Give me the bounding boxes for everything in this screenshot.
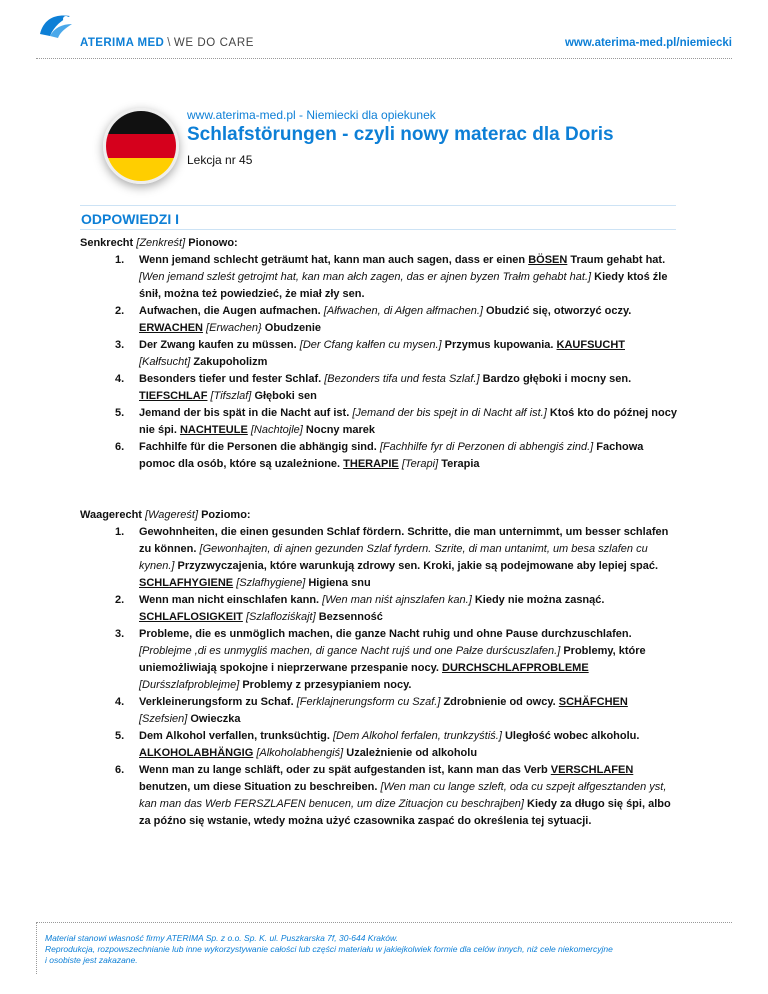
german-flag-icon (103, 108, 179, 184)
answer-word: BÖSEN (528, 254, 568, 266)
list-item: 3. Probleme, die es unmöglich machen, die ganze Nacht ruhig und ohne Pause durchzuschlafen. [Problejme ,di es unmygliś machen, di gance Nacht rujś und one Pałze durścuszlafen.] Problemy, które uniemożliwiają spokojne i nieprzerwane przespanie nocy. DURCHSCHLAFPROBLEME [Durśszlafproblejme] Problemy z przesypianiem nocy. (115, 628, 646, 691)
answer-word: ALKOHOLABHÄNGIG (139, 747, 254, 759)
section-rule-top (80, 205, 676, 206)
list-item: 4. Besonders tiefer und fester Schlaf. [Bezonders tifa und festa Szlaf.] Bardzo głęboki i mocny sen. TIEFSCHLAF [Tifszlaf] Głęboki sen (115, 373, 632, 402)
answer-word: SCHLAFLOSIGKEIT (139, 611, 243, 623)
brand-name: ATERIMA MED \ WE DO CARE (80, 37, 254, 49)
answer-word: THERAPIE (343, 458, 399, 470)
header-url-link[interactable]: www.aterima-med.pl/niemiecki (564, 37, 732, 49)
senkrecht-section (80, 235, 678, 473)
brand-tagline: WE DO CARE (173, 37, 254, 49)
list-item: 1. Gewohnheiten, die einen gesunden Schlaf fördern. Schritte, die man unternimmt, um besser schlafen zu können. [Gewonhajten, di ajnen gezunden Szlaf fyrdern. Szrite, di man untanimt, um besa szlafen cu kynen.] Przyzwyczajenia, które warunkują zdrowy sen. Kroki, jakie są podejmowane aby lepiej spać. SCHLAFHYGIENE [Szlafhygiene] Higiena snu (115, 526, 669, 589)
section-rule-bottom (80, 229, 676, 230)
list-item: 6. Fachhilfe für die Personen die abhängig sind. [Fachhilfe fyr di Perzonen di abhengiś zind.] Fachowa pomoc dla osób, które są uzależnione. THERAPIE [Terapi] Terapia (115, 441, 644, 470)
list-item: 5. Dem Alkohol verfallen, trunksüchtig. [Dem Alkohol ferfalen, trunkzyśtiś.] Uległość wobec alkoholu. ALKOHOLABHÄNGIG [Alkoholabhengiś] Uzależnienie od alkoholu (115, 730, 640, 759)
list-item: 2. Wenn man nicht einschlafen kann. [Wen man niśt ajnszlafen kan.] Kiedy nie można zasnąć. SCHLAFLOSIGKEIT [Szlafloziśkajt] Bezsenność (115, 594, 605, 623)
senkrecht-list (80, 252, 678, 473)
answer-word: KAUFSUCHT (556, 339, 625, 351)
list-item: 1. Wenn jemand schlecht geträumt hat, kann man auch sagen, dass er einen BÖSEN Traum gehabt hat. [Wen jemand szleśt getrojmt hat, kan man ałch zagen, das er ajnen byzen Trałm gehabt hat.] Kiedy ktoś źle śnił, można też powiedzieć, że miał zły sen. (115, 254, 668, 300)
answer-word: NACHTEULE (179, 424, 248, 436)
list-item: 6. Wenn man zu lange schläft, oder zu spät aufgestanden ist, kann man das Verb VERSCHLAFEN benutzen, um diese Situation zu beschreiben. [Wen man cu lange szleft, oda cu szpejt ałfgesztanden yst, kan man das Werb FERSZLAFEN benucen, um dize Zituacjon cu beschrajben] Kiedy za długo się śpi, albo za późno się wstanie, wtedy można użyć czasownika zaspać do określenia tej sytuacji. (115, 764, 671, 827)
list-item: 2. Aufwachen, die Augen aufmachen. [Ałfwachen, di Ałgen ałfmachen.] Obudzić się, otworzyć oczy. ERWACHEN [Erwachen} Obudzenie (115, 305, 632, 334)
list-item: 5. Jemand der bis spät in die Nacht auf ist. [Jemand der bis spejt in di Nacht ałf ist.] Ktoś kto do późnej nocy nie śpi. NACHTEULE [Nachtojle] Nocny marek (115, 407, 677, 436)
waagerecht-heading: Waagerecht [Wagereśt] Poziomo: (80, 509, 251, 521)
list-item: 3. Der Zwang kaufen zu müssen. [Der Cfang kałfen cu mysen.] Przymus kupowania. KAUFSUCHT [Kałfsucht] Zakupoholizm (115, 339, 625, 368)
answer-word: TIEFSCHLAF (139, 390, 208, 402)
senkrecht-heading: Senkrecht [Zenkreśt] Pionowo: (80, 237, 238, 249)
answer-word: VERSCHLAFEN (550, 764, 634, 776)
list-item: 4. Verkleinerungsform zu Schaf. [Ferklajnerungsform cu Szaf.] Zdrobnienie od owcy. SCHÄFCHEN [Szefsien] Owieczka (115, 696, 628, 725)
page-header (0, 0, 768, 58)
lesson-title: Schlafstörungen - czyli nowy materac dla Doris (187, 124, 614, 145)
answer-word: SCHÄFCHEN (558, 696, 628, 708)
answer-word: DURCHSCHLAFPROBLEME (442, 662, 589, 674)
lesson-number: Lekcja nr 45 (187, 153, 253, 167)
lesson-subtitle[interactable]: www.aterima-med.pl - Niemiecki dla opiekunek (187, 108, 436, 122)
section-title: ODPOWIEDZI I (81, 211, 179, 227)
answer-word: SCHLAFHYGIENE (139, 577, 234, 589)
footer-copyright: Materiał stanowi własność firmy ATERIMA Sp. z o.o. Sp. K. ul. Puszkarska 7f, 30-644 Kraków. Reprodukcja, rozpowszechnianie lub inne wykorzystywanie całości lub części materiału w jakiejkolwiek formie dla celów innych, niż cele niekomercyjne i osobiste jest zakazane. (45, 933, 613, 965)
waagerecht-section (80, 507, 678, 830)
header-divider (36, 58, 732, 59)
answer-word: ERWACHEN (139, 322, 203, 334)
aterima-logo-icon (36, 12, 76, 40)
waagerecht-list (80, 524, 678, 830)
